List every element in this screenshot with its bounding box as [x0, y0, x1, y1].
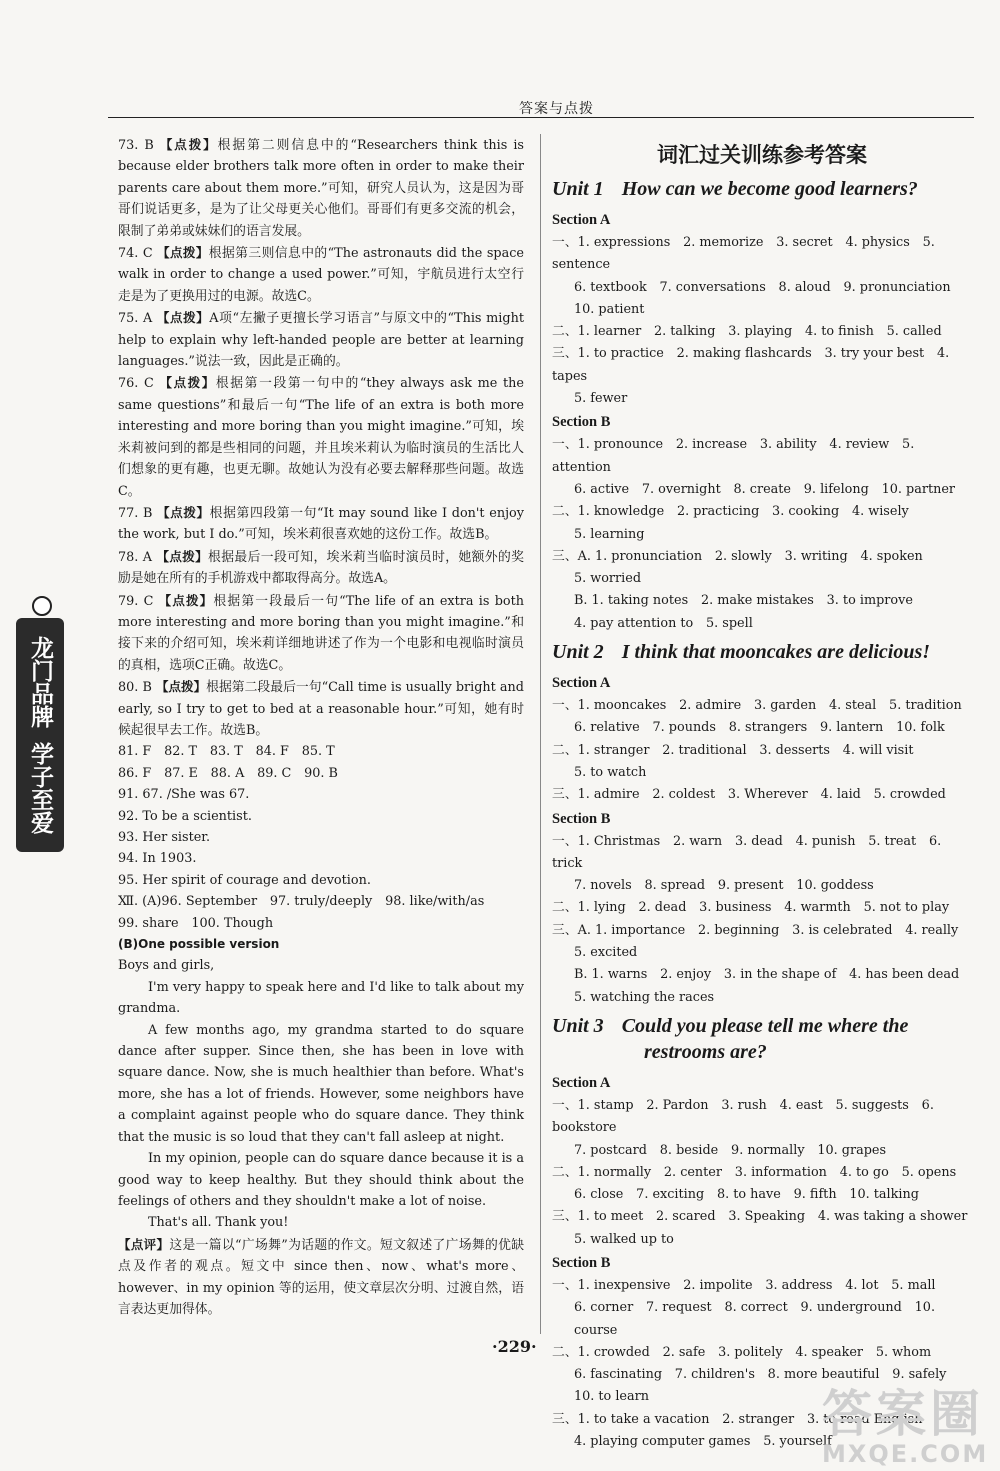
answer-explanation: 根据第三则信息中的“The astronauts did the space walk in order to change a used power.”可知，宇航员进行太空行走是为了更换用过的电源。故选C。: [118, 246, 524, 304]
brand-band: [16, 618, 64, 852]
answer-line: 5. worried: [574, 571, 642, 587]
essay-paragraph: In my opinion, people can do square dance because it is a good way to keep healthy. But they should think about the feelings of others and they shouldn't make a lot of noise.: [118, 1151, 524, 1209]
section-heading: Section B: [552, 414, 611, 431]
answer-line: 二、1. crowded 2. safe 3. politely 4. speaker 5. whom: [552, 1344, 932, 1360]
answer-line: 6. corner 7. request 8. correct 9. underground 10. course: [574, 1300, 936, 1338]
section-heading: Section A: [552, 1074, 611, 1091]
answer-line: 二、1. knowledge 2. practicing 3. cooking 4. wisely: [552, 504, 909, 520]
answer-number: 76. C: [118, 376, 154, 392]
watermark-url: MXQE.COM: [822, 1440, 989, 1468]
left-column: [118, 134, 524, 1320]
answer-line: 10. to learn: [574, 1389, 649, 1405]
answer-explanation: 根据最后一段可知，埃米莉当临时演员时，她额外的奖励是她在所有的手机游戏中都取得高分。故选A。: [118, 549, 524, 587]
hint-tag: 【点拨】: [156, 310, 210, 326]
answer-94: 94. In 1903.: [118, 851, 197, 867]
answers-86-90: 86. F 87. E 88. A 89. C 90. B: [118, 765, 338, 781]
unit-2-heading: [552, 639, 972, 665]
answer-74: [118, 242, 524, 307]
hint-tag: 【点拨】: [157, 504, 210, 520]
comment-text: 这是一篇以“广场舞”为话题的作文。短文叙述了广场舞的优缺点及作者的观点。短文中 since then、now、what's more、however、in my opinion 等的运用，使文章层次分明、过渡自然，语言表达更加得体。: [118, 1237, 524, 1317]
answer-line: 4. playing computer games 5. yourself: [574, 1434, 832, 1450]
section-xii-a-cont: 99. share 100. Though: [118, 915, 274, 931]
answer-line: 一、1. stamp 2. Pardon 3. rush 4. east 5. suggests 6. bookstore: [552, 1097, 934, 1136]
answer-line: 三、1. to practice 2. making flashcards 3. try your best 4. tapes: [552, 346, 950, 384]
answers-81-85: 81. F 82. T 83. T 84. F 85. T: [118, 744, 335, 760]
answer-91: 91. 67. /She was 67.: [118, 787, 250, 803]
hint-tag: 【点拨】: [157, 245, 209, 261]
answer-line: 4. pay attention to 5. spell: [574, 615, 753, 631]
hint-tag: 【点拨】: [155, 679, 207, 695]
answer-line: 6. relative 7. pounds 8. strangers 9. lantern 10. folk: [574, 720, 945, 736]
answer-line: 一、1. mooncakes 2. admire 3. garden 4. steal 5. tradition: [552, 698, 962, 714]
brand-text: 龙门品牌: [27, 636, 53, 728]
answer-line: 一、1. pronounce 2. increase 3. ability 4. review 5. attention: [552, 437, 915, 475]
answer-80: [118, 676, 524, 741]
unit-1-heading: [552, 176, 972, 202]
unit-title: Could you please tell me where the: [621, 1014, 909, 1037]
answer-line: B. 1. taking notes 2. make mistakes 3. to improve: [574, 593, 913, 609]
section-xii-b: (B)One possible version: [118, 937, 280, 952]
answer-line: 二、1. normally 2. center 3. information 4. to go 5. opens: [552, 1164, 957, 1180]
answer-line: 二、1. learner 2. talking 3. playing 4. to finish 5. called: [552, 324, 942, 340]
brand-sidebar: [10, 596, 70, 852]
hint-tag: 【点拨】: [159, 137, 218, 152]
answer-line: 三、A. 1. importance 2. beginning 3. is celebrated 4. really: [552, 922, 959, 938]
section-heading: Section B: [552, 1254, 611, 1271]
section-xii-a: Ⅻ. (A)96. September 97. truly/deeply 98. like/with/as: [118, 894, 485, 910]
answer-number: 80. B: [118, 680, 152, 696]
answer-76: [118, 372, 524, 501]
answer-explanation: 根据第一段最后一句“The life of an extra is both more interesting and more boring than you might imagine.”和接下来的介绍可知，埃米莉详细地讲述了作为一个电影和电视临时演员的真相，选项C正确。故选C。: [118, 593, 524, 673]
section-heading: Section A: [552, 212, 611, 228]
essay-paragraph: I'm very happy to speak here and I'd like to talk about my grandma.: [118, 979, 524, 1017]
unit-3-heading: [552, 1013, 972, 1065]
answer-line: 三、A. 1. pronunciation 2. slowly 3. writing 4. spoken: [552, 548, 923, 564]
unit-title: How can we become good learners?: [621, 178, 918, 200]
answer-number: 74. C: [118, 246, 153, 262]
answer-explanation: A项“左撇子更擅长学习语言”与原文中的“This might help to explain why left-handed people are better at learning languages.”说法一致，因此是正确的。: [118, 311, 524, 370]
section-heading: Section A: [552, 675, 611, 692]
answer-78: [118, 546, 524, 590]
section-heading: Section B: [552, 810, 611, 827]
answer-line: 5. fewer: [574, 391, 628, 407]
answer-explanation: 根据第二段最后一句“Call time is usually bright and early, so I try to get to bed at a reasonable hour.”可知，她有时候起很早去工作。故选B。: [118, 680, 524, 738]
answer-line: 7. postcard 8. beside 9. normally 10. grapes: [574, 1142, 887, 1158]
watermark-logo: 答案圈: [822, 1385, 984, 1443]
site-watermark: [822, 1385, 989, 1468]
answer-number: 77. B: [118, 505, 153, 521]
unit-number: Unit 2: [552, 641, 604, 664]
page-number: ·229·: [492, 1337, 537, 1356]
answer-line: 三、1. to take a vacation 2. stranger 3. to read English: [552, 1411, 923, 1427]
hint-tag: 【点拨】: [158, 592, 214, 608]
answer-line: 5. excited: [574, 945, 638, 961]
answer-number: 73. B: [118, 138, 154, 153]
answer-line: 一、1. expressions 2. memorize 3. secret 4. physics 5. sentence: [552, 235, 935, 273]
circle-icon: [32, 596, 52, 616]
answer-line: 二、1. lying 2. dead 3. business 4. warmth 5. not to play: [552, 900, 950, 916]
essay-greeting: Boys and girls,: [118, 958, 215, 974]
answer-number: 79. C: [118, 593, 154, 609]
hint-tag: 【点拨】: [156, 548, 209, 564]
answer-73: [118, 134, 524, 242]
answer-line: 5. learning: [574, 526, 645, 542]
right-column: [552, 140, 972, 1453]
answer-explanation: 根据第二则信息中的“Researchers think this is because elder brothers talk more often in order to make their parents care about them more.”可知，研究人员认为，这是因为哥哥们说话更多，是为了让父母更关心他们。哥哥们有更多交流的机会，限制了弟弟或妹妹们的语言发展。: [118, 138, 524, 239]
unit-number: Unit 1: [552, 178, 604, 200]
header-rule: [108, 117, 974, 118]
comment: [118, 1234, 524, 1321]
slogan-text: 学子至爱: [27, 742, 53, 834]
answer-79: [118, 590, 524, 677]
column-divider: [540, 134, 541, 1334]
answer-line: 5. walked up to: [574, 1231, 674, 1247]
answer-75: [118, 307, 524, 372]
header-title: 答案与点拨: [519, 101, 594, 117]
essay-paragraph: A few months ago, my grandma started to do square dance after supper. Since then, she has been in love with square dance. Now, she is much healthier than before. What's more, she has a lot of friends. However, some neighbors have a complaint against people who do square dance. They think that the music is so loud that they can't fall asleep at night.: [118, 1022, 524, 1145]
answer-number: 75. A: [118, 311, 153, 327]
answer-explanation: 根据第一段第一句中的“they always ask me the same questions”和最后一句“The life of an extra is both more interesting and more boring than you might imagine.”可知，埃米莉被问到的都是些相同的问题，并且埃米莉认为临时演员的生活比人们想象的更有趣，也更无聊。故她认为没有必要去解释那些问题。故选C。: [118, 376, 524, 499]
answer-line: 三、1. admire 2. coldest 3. Wherever 4. laid 5. crowded: [552, 787, 946, 803]
answer-line: 一、1. inexpensive 2. impolite 3. address 4. lot 5. mall: [552, 1277, 936, 1293]
hint-tag: 【点拨】: [159, 375, 216, 391]
answer-line: 5. watching the races: [574, 989, 715, 1005]
answer-line: 6. textbook 7. conversations 8. aloud 9. pronunciation: [574, 279, 951, 295]
answer-line: 6. active 7. overnight 8. create 9. lifelong 10. partner: [574, 481, 956, 497]
answer-line: 5. to watch: [574, 764, 647, 780]
answer-93: 93. Her sister.: [118, 830, 211, 845]
answer-95: 95. Her spirit of courage and devotion.: [118, 872, 371, 888]
answer-77: [118, 502, 524, 546]
answer-line: B. 1. warns 2. enjoy 3. in the shape of 4. has been dead: [574, 967, 960, 983]
unit-title-cont: restrooms are?: [644, 1040, 767, 1063]
answer-line: 6. close 7. exciting 8. to have 9. fifth 10. talking: [574, 1187, 919, 1203]
answer-line: 三、1. to meet 2. scared 3. Speaking 4. was taking a shower: [552, 1209, 968, 1225]
vocab-answers-title: 词汇过关训练参考答案: [657, 143, 867, 167]
unit-number: Unit 3: [552, 1014, 604, 1037]
answer-line: 10. patient: [574, 301, 645, 317]
answer-line: 二、1. stranger 2. traditional 3. desserts 4. will visit: [552, 742, 914, 758]
comment-tag: 【点评】: [118, 1236, 170, 1252]
answer-line: 7. novels 8. spread 9. present 10. goddess: [574, 878, 874, 894]
unit-title: I think that mooncakes are delicious!: [621, 641, 931, 664]
page-header: [108, 96, 974, 118]
answer-line: 一、1. Christmas 2. warn 3. dead 4. punish 5. treat 6. trick: [552, 833, 942, 871]
answer-92: 92. To be a scientist.: [118, 808, 252, 824]
essay-closing: That's all. Thank you!: [148, 1215, 289, 1231]
answer-number: 78. A: [118, 549, 153, 565]
answer-explanation: 根据第四段第一句“It may sound like I don't enjoy the work, but I do.”可知，埃米莉很喜欢她的这份工作。故选B。: [118, 505, 524, 543]
answer-line: 6. fascinating 7. children's 8. more beautiful 9. safely: [574, 1367, 947, 1383]
